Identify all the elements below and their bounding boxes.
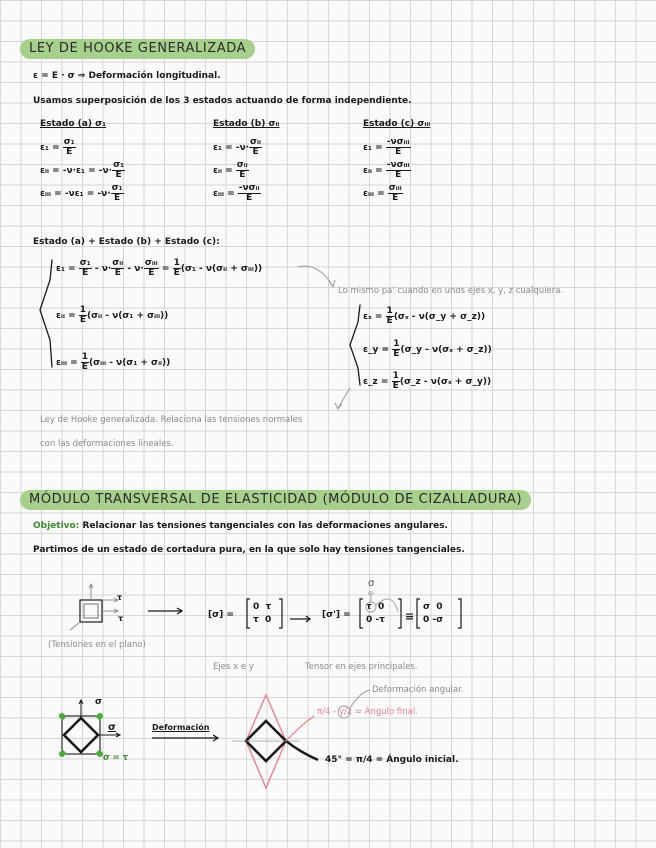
equivalent-sign: ≡: [405, 610, 415, 623]
xyz-eq-z: ε_z = $\frac{1}{E}$ (σ_z - ν(σₓ + σ_y)): [363, 371, 492, 391]
state-b-eq1: ε₁ = -ν· $\frac{\text{σᵢᵢ}}{E}$: [213, 137, 262, 157]
xyz-eq-y: ε_y = $\frac{1}{E}$ (σ_y - ν(σₓ + σ_z)): [363, 339, 492, 359]
plane-stress-label: (Tensiones en el plano): [48, 640, 146, 650]
sigma-right-label: σ: [108, 722, 116, 733]
sigma-top-arrow-label: σ: [95, 697, 103, 707]
note-law-1: Ley de Hooke generalizada. Relaciona las tensiones normales: [40, 415, 303, 425]
tau-label-side: τ: [118, 614, 124, 623]
state-a-eq3: εᵢᵢᵢ = -νε₁ = -ν· $\frac{\text{σ₁}}{E}$: [40, 183, 123, 203]
state-b-eq3: εᵢᵢᵢ = $\frac{\text{-νσᵢᵢ}}{E}$: [213, 183, 260, 203]
sigma-equals-tau: σ = τ: [103, 753, 129, 763]
initial-angle-label: 45° = π/4 = Ángulo inicial.: [325, 755, 459, 765]
sigma-sub-label: σ₁: [368, 590, 375, 597]
sum-eq1: ε₁ = $\frac{\text{σ₁}}{E}$ - ν· $\frac{\text{σᵢᵢ}}{E}$ - ν· $\frac{\text{σᵢᵢᵢ}}{E}$ = $\frac{1}{E}$ (σ₁ - ν(σᵢᵢ + σᵢᵢᵢ)): [56, 258, 263, 278]
state-a-eq1: ε₁ = $\frac{\text{σ₁}}{E}$: [40, 137, 75, 157]
xyz-eq-x: εₓ = $\frac{1}{E}$ (σₓ - ν(σ_y + σ_z)): [363, 306, 486, 326]
state-b-eq2: εᵢᵢ = $\frac{\text{σᵢᵢ}}{E}$: [213, 160, 248, 180]
objective-label: Objetivo:: [33, 521, 80, 531]
note-law-2: con las deformaciones lineales.: [40, 439, 174, 449]
final-angle-label: π/4 - γ/2 = Ángulo final.: [317, 707, 418, 717]
state-a-title: Estado (a) σ₁: [40, 119, 107, 129]
brace-sum: [40, 260, 52, 367]
tensor-xy-label: [σ] =: [208, 610, 234, 620]
state-c-eq3: εᵢᵢᵢ = $\frac{\text{σᵢᵢᵢ}}{E}$: [363, 183, 402, 203]
objective-text: Relacionar las tensiones tangenciales con las deformaciones angulares.: [82, 521, 448, 531]
shear-square-diagram: [60, 700, 120, 756]
longitudinal-deformation-def: ε = E · σ ⇒ Deformación longitudinal.: [33, 71, 221, 81]
state-c-title: Estado (c) σᵢᵢᵢ: [363, 119, 431, 129]
principal-axes-label: Tensor en ejes principales.: [305, 662, 418, 672]
tau-label-top: τ: [117, 593, 123, 602]
state-a-eq2: εᵢᵢ = -ν·ε₁ = -ν· $\frac{\text{σ₁}}{E}$: [40, 160, 125, 180]
sum-label: Estado (a) + Estado (b) + Estado (c):: [33, 237, 220, 247]
superposition-intro: Usamos superposición de los 3 estados actuando de forma independiente.: [33, 96, 412, 106]
brace-xyz: [350, 305, 360, 385]
deformation-label: Deformación: [152, 723, 210, 732]
arrow-to-note: [297, 266, 332, 285]
deformed-rhombus-diagram: [232, 695, 318, 788]
note-any-axes: Lo mismo pa' cuando en unos ejes x, y, z cualquiera.: [338, 286, 564, 296]
sigma-top-label: σ: [368, 578, 375, 589]
state-c-eq2: εᵢᵢ = $\frac{\text{-νσᵢᵢᵢ}}{E}$: [363, 160, 410, 180]
section-title-shear: MÓDULO TRANSVERSAL DE ELASTICIDAD (MÓDULO DE CIZALLADURA): [20, 490, 531, 510]
tensor-sigma-matrix: σ 0 0 -σ: [423, 602, 444, 625]
tensor-xy-matrix: 0 τ τ 0: [253, 602, 272, 625]
axes-xy-label: Ejes x e y: [213, 662, 254, 672]
angular-deformation-label: Deformación angular.: [372, 685, 464, 695]
tensor-principal-matrix: τ 0 0 -τ: [366, 602, 385, 625]
sum-eq3: εᵢᵢᵢ = $\frac{1}{E}$ (σᵢᵢᵢ - ν(σ₁ + σᵢᵢ)): [56, 352, 171, 372]
arrow-to-law-note: [338, 388, 350, 408]
sum-eq2: εᵢᵢ = $\frac{1}{E}$ (σᵢᵢ - ν(σ₁ + σᵢᵢᵢ)): [56, 305, 169, 325]
section-title-hooke: LEY DE HOOKE GENERALIZADA: [20, 39, 255, 59]
state-c-eq1: ε₁ = $\frac{\text{-νσᵢᵢᵢ}}{E}$: [363, 137, 410, 157]
pure-shear-intro: Partimos de un estado de cortadura pura, en la que solo hay tensiones tangenciales.: [33, 545, 465, 555]
shear-element-icon: [80, 600, 102, 622]
state-b-title: Estado (b) σᵢᵢ: [213, 119, 280, 129]
tensor-principal-label: [σ'] =: [322, 610, 351, 620]
